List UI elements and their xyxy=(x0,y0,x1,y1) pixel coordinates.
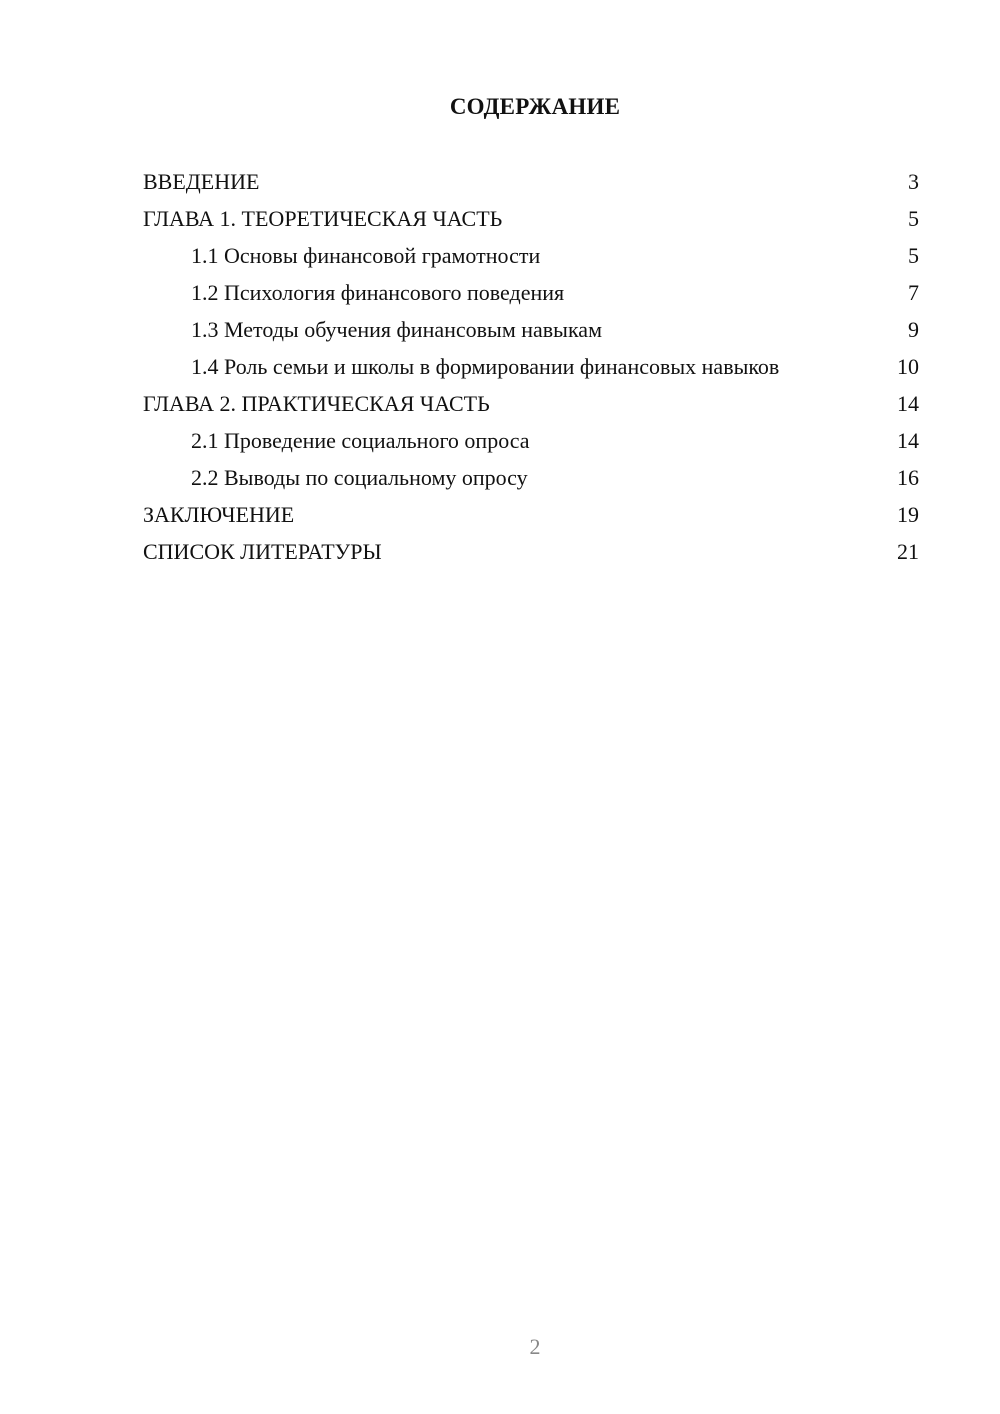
toc-entry-section-1-3[interactable] xyxy=(143,316,919,344)
toc-entry-label: 1.2 Психология финансового поведения xyxy=(191,280,565,305)
toc-entry-conclusion[interactable] xyxy=(143,501,919,529)
toc-entry-page: 5 xyxy=(908,206,919,231)
toc-entry-page: 7 xyxy=(908,280,919,305)
toc-entry-label: ЗАКЛЮЧЕНИЕ xyxy=(143,502,295,527)
toc-title: СОДЕРЖАНИЕ xyxy=(449,94,621,119)
toc-entry-label: 2.2 Выводы по социальному опросу xyxy=(191,465,528,490)
toc-entry-label: ГЛАВА 2. ПРАКТИЧЕСКАЯ ЧАСТЬ xyxy=(143,391,490,416)
toc-entry-chapter-2[interactable] xyxy=(143,390,919,418)
toc-entry-introduction[interactable] xyxy=(143,168,919,196)
toc-entry-page: 19 xyxy=(897,502,919,527)
toc-entry-page: 9 xyxy=(908,317,919,342)
toc-entry-label: СПИСОК ЛИТЕРАТУРЫ xyxy=(143,539,382,564)
toc-entry-label: 1.3 Методы обучения финансовым навыкам xyxy=(191,317,602,342)
page-number: 2 xyxy=(529,1334,541,1359)
table-of-contents xyxy=(143,168,919,575)
toc-entry-label: ГЛАВА 1. ТЕОРЕТИЧЕСКАЯ ЧАСТЬ xyxy=(143,206,503,231)
toc-entry-page: 3 xyxy=(908,169,919,194)
toc-entry-page: 10 xyxy=(897,354,919,379)
toc-entry-section-2-2[interactable] xyxy=(143,464,919,492)
toc-entry-label: ВВЕДЕНИЕ xyxy=(143,169,260,194)
toc-entry-label: 1.1 Основы финансовой грамотности xyxy=(191,243,541,268)
toc-entry-page: 16 xyxy=(897,465,919,490)
toc-entry-chapter-1[interactable] xyxy=(143,205,919,233)
toc-entry-label: 2.1 Проведение социального опроса xyxy=(191,428,530,453)
toc-entry-section-1-4[interactable] xyxy=(143,353,919,381)
toc-entry-page: 14 xyxy=(897,428,919,453)
toc-entry-section-2-1[interactable] xyxy=(143,427,919,455)
toc-entry-label: 1.4 Роль семьи и школы в формировании финансовых навыков xyxy=(191,354,780,379)
toc-entry-page: 21 xyxy=(897,539,919,564)
toc-entry-section-1-2[interactable] xyxy=(143,279,919,307)
toc-entry-page: 5 xyxy=(908,243,919,268)
toc-entry-section-1-1[interactable] xyxy=(143,242,919,270)
toc-entry-page: 14 xyxy=(897,391,919,416)
toc-entry-references[interactable] xyxy=(143,538,919,566)
